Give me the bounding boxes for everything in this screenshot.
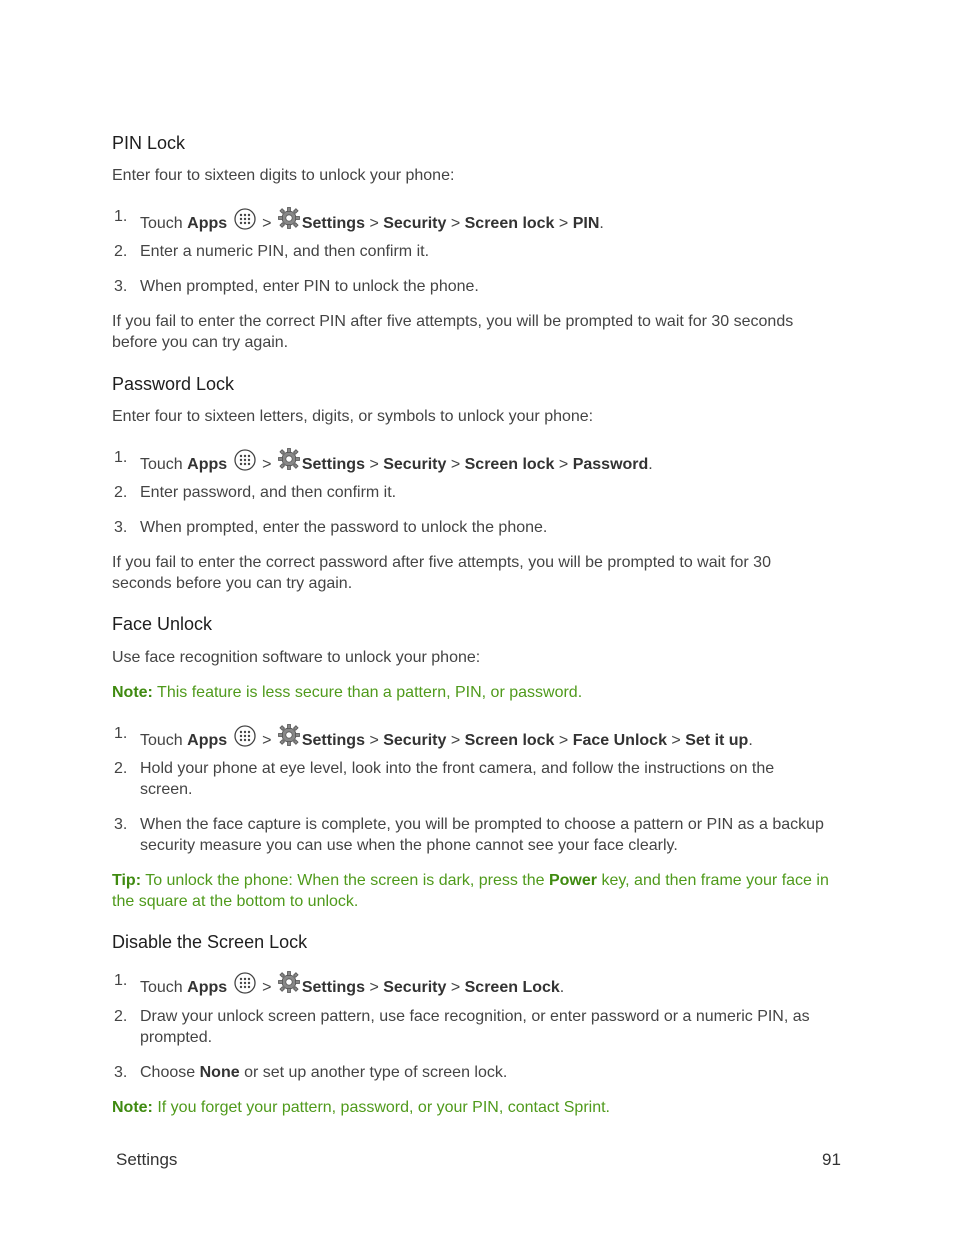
password-lock-outro: If you fail to enter the correct password after five attempts, you will be prompted to wait for 30 seconds before you can try again. xyxy=(112,554,771,592)
face-unlock-intro: Use face recognition software to unlock your phone: xyxy=(112,649,481,666)
footer-page-number: 91 xyxy=(822,1150,841,1169)
password-lock-intro: Enter four to sixteen letters, digits, or symbols to unlock your phone: xyxy=(112,408,594,425)
apps-grid-icon xyxy=(233,449,257,477)
disable-note: Note: If you forget your pattern, password, or your PIN, contact Sprint. xyxy=(112,1099,610,1116)
disable-screen-lock-heading: Disable the Screen Lock xyxy=(112,932,308,952)
pin-lock-intro: Enter four to sixteen digits to unlock your phone: xyxy=(112,167,455,184)
apps-grid-icon xyxy=(233,208,257,236)
face-unlock-heading: Face Unlock xyxy=(112,614,213,634)
footer-section-name: Settings xyxy=(116,1150,178,1169)
pin-lock-outro: If you fail to enter the correct PIN after five attempts, you will be prompted to wait for 30 seconds before you can try again. xyxy=(112,313,794,351)
apps-grid-icon xyxy=(233,972,257,1000)
apps-grid-icon xyxy=(233,725,257,753)
pin-lock-heading: PIN Lock xyxy=(112,133,186,153)
gear-icon xyxy=(277,970,301,1000)
gear-icon xyxy=(277,447,301,477)
gear-icon xyxy=(277,206,301,236)
password-lock-heading: Password Lock xyxy=(112,374,235,394)
gear-icon xyxy=(277,723,301,753)
face-unlock-note: Note: This feature is less secure than a pattern, PIN, or password. xyxy=(112,684,583,701)
face-unlock-tip: Tip: To unlock the phone: When the screen is dark, press the Power key, and then frame your face in the square at the bottom to unlock. xyxy=(112,872,829,910)
